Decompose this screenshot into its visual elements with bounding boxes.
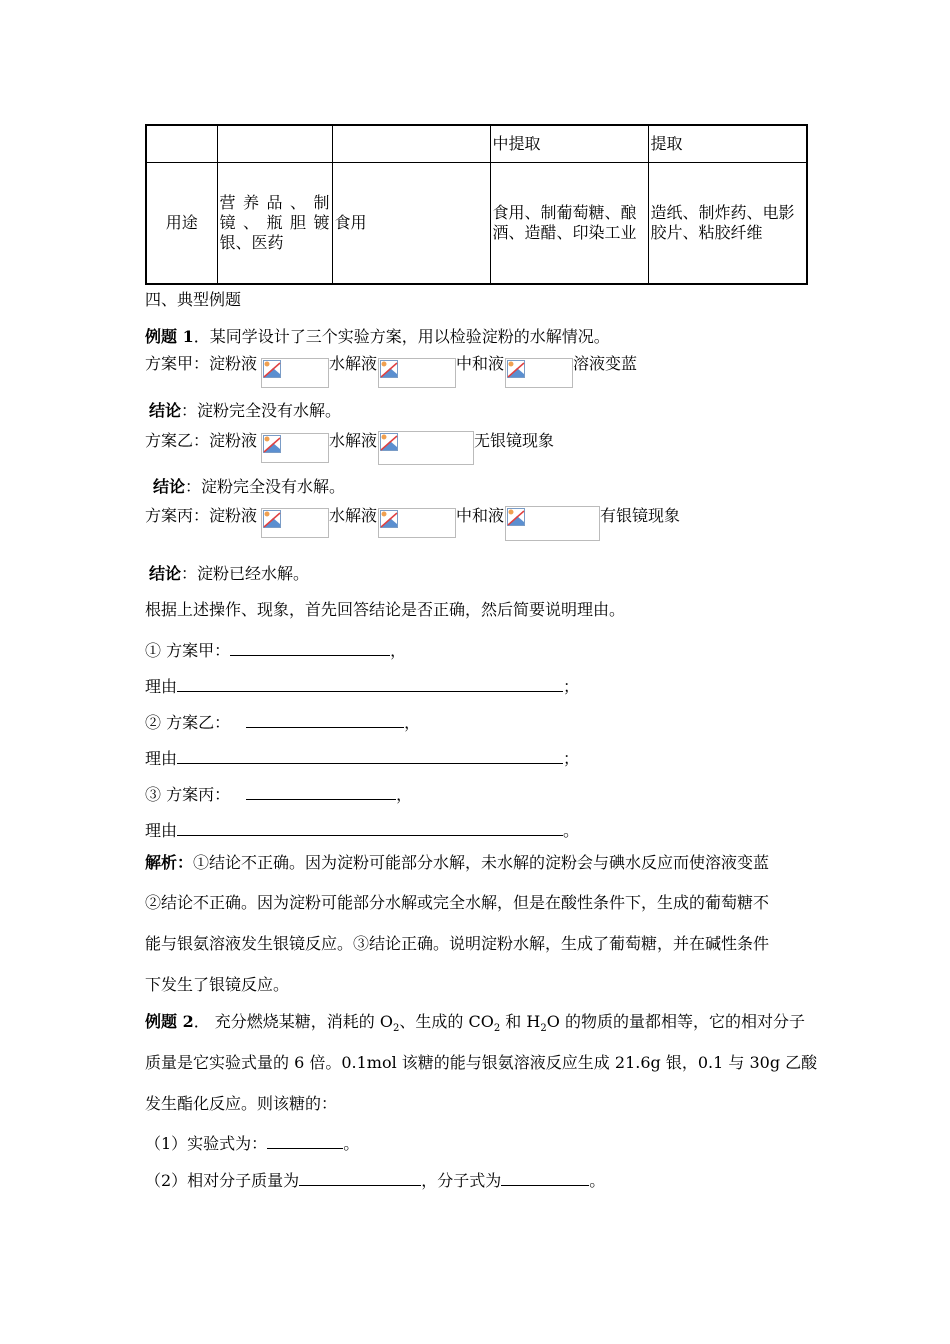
example-text: O 的物质的量都相等，它的相对分子 (546, 1012, 805, 1031)
question-label: （2）相对分子质量为 (145, 1171, 300, 1190)
answer-blank[interactable] (267, 1130, 343, 1149)
reason-blank[interactable] (177, 673, 563, 692)
example-2-line-1 (145, 1012, 805, 1039)
reason-label: 理由 (145, 749, 178, 768)
reason-line-2 (145, 745, 579, 769)
table-cell (217, 125, 332, 163)
question-label: （1）实验式为： (145, 1134, 268, 1153)
plan-c-step3: 中和液 (456, 506, 505, 525)
instruction: 根据上述操作、现象，首先回答结论是否正确，然后简要说明理由。 (145, 600, 626, 619)
example-text: 、生成的 CO (399, 1012, 494, 1031)
analysis-text: ①结论不正确。因为淀粉可能部分水解，未水解的淀粉会与碘水反应而使溶液变蓝 (193, 853, 770, 872)
plan-a-prefix: 方案甲：淀粉液 (145, 354, 258, 373)
arrow-image-placeholder (505, 506, 600, 541)
broken-image-icon (263, 435, 281, 453)
table-row (146, 125, 807, 163)
broken-image-icon (263, 360, 281, 378)
punct: 。 (343, 1134, 360, 1153)
cell-line: 营 养 品 、 制 (219, 193, 330, 212)
plan-c-result: 有银镜现象 (600, 506, 681, 525)
cell-line: 银、医药 (219, 233, 284, 252)
conclusion-label: 结论 (153, 477, 186, 496)
example-1-intro (145, 327, 610, 347)
answer-blank[interactable] (246, 709, 404, 728)
punct: ； (563, 749, 580, 768)
example-2-q1 (145, 1130, 359, 1154)
analysis-line: ②结论不正确。因为淀粉可能部分水解或完全水解，但是在酸性条件下，生成的葡萄糖不 (145, 893, 770, 912)
table-row (146, 163, 807, 285)
answer-label: ① 方案甲： (145, 641, 231, 660)
subscript: 2 (393, 1023, 400, 1035)
arrow-image-placeholder (261, 433, 329, 463)
arrow-image-placeholder (378, 508, 456, 538)
conclusion-c (149, 564, 309, 584)
analysis-line: 能与银氨溶液发生银镜反应。③结论正确。说明淀粉水解，生成了葡萄糖，并在碱性条件 (145, 934, 770, 953)
answer-blank[interactable] (246, 781, 396, 800)
arrow-image-placeholder (505, 358, 573, 388)
broken-image-icon (507, 508, 525, 526)
arrow-image-placeholder (261, 508, 329, 538)
analysis-line: 下发生了银镜反应。 (145, 975, 290, 994)
reason-line-1 (145, 673, 579, 697)
punct: ， (390, 641, 407, 660)
cell-line: 镜 、 瓶 胆 镀 (219, 213, 330, 232)
broken-image-icon (507, 360, 525, 378)
conclusion-label: 结论 (149, 564, 182, 583)
cell-line: 造纸、制炸药、电影 (650, 203, 795, 222)
example-text: ．某同学设计了三个实验方案，用以检验淀粉的水解情况。 (193, 327, 610, 346)
plan-c-step2: 水解液 (329, 506, 378, 525)
plan-c-prefix: 方案丙：淀粉液 (145, 506, 258, 525)
arrow-image-placeholder (261, 358, 329, 388)
example-label: 例题 1 (145, 327, 194, 346)
table-cell (217, 163, 332, 285)
answer-blank[interactable] (230, 637, 390, 656)
subscript: 2 (540, 1023, 547, 1035)
row-label-uses: 用途 (146, 163, 217, 285)
reason-blank[interactable] (177, 745, 563, 764)
broken-image-icon (380, 360, 398, 378)
conclusion-label: 结论 (149, 401, 182, 420)
plan-b-prefix: 方案乙：淀粉液 (145, 431, 258, 450)
broken-image-icon (263, 510, 281, 528)
plan-a-result: 溶液变蓝 (573, 354, 638, 373)
answer-label: ③ 方案丙： (145, 785, 231, 804)
punct: ； (563, 677, 580, 696)
table-cell (146, 125, 217, 163)
example-2-q2 (145, 1167, 605, 1191)
answer-label: ② 方案乙： (145, 713, 231, 732)
reason-label: 理由 (145, 821, 178, 840)
table-cell: 中提取 (490, 125, 648, 163)
example-text: ． 充分燃烧某糖，消耗的 O (193, 1012, 394, 1031)
conclusion-text: ：淀粉已经水解。 (181, 564, 310, 583)
reason-label: 理由 (145, 677, 178, 696)
punct: ， (404, 713, 421, 732)
conclusion-text: ：淀粉完全没有水解。 (181, 401, 342, 420)
section-heading: 四、典型例题 (145, 290, 242, 309)
example-2-line-3: 发生酯化反应。则该糖的： (145, 1094, 338, 1113)
table-cell: 食用 (332, 163, 490, 285)
punct: 。 (589, 1171, 606, 1190)
plan-b-step2: 水解液 (329, 431, 378, 450)
example-2-line-2: 质量是它实验式量的 6 倍。0.1mol 该糖的能与银氨溶液反应生成 21.6g 银，0.1 与 30g 乙酸 (145, 1053, 818, 1072)
conclusion-a (149, 401, 341, 421)
example-text: 和 H (500, 1012, 541, 1031)
answer-blank[interactable] (501, 1167, 589, 1186)
conclusion-b (153, 477, 345, 497)
answer-blank[interactable] (299, 1167, 421, 1186)
table-cell (648, 163, 807, 285)
arrow-image-placeholder (378, 358, 456, 388)
punct: 。 (563, 821, 580, 840)
plan-a-step3: 中和液 (456, 354, 505, 373)
cell-line: 胶片、粘胶纤维 (650, 223, 763, 242)
broken-image-icon (380, 433, 398, 451)
question-label: ，分子式为 (421, 1171, 502, 1190)
table-cell (490, 163, 648, 285)
cell-line: 食用、制葡萄糖、酿 (492, 203, 637, 222)
properties-table (145, 124, 808, 285)
arrow-image-placeholder (378, 431, 474, 465)
subscript: 2 (493, 1023, 501, 1035)
reason-blank[interactable] (177, 817, 563, 836)
cell-line: 酒、造醋、印染工业 (492, 223, 637, 242)
punct: ， (396, 785, 413, 804)
answer-line-3 (145, 781, 412, 805)
example-label: 例题 2 (145, 1012, 194, 1031)
analysis-label: 解析： (145, 853, 194, 872)
analysis-line (145, 853, 769, 873)
answer-line-2 (145, 709, 420, 733)
plan-a-step2: 水解液 (329, 354, 378, 373)
table-cell: 提取 (648, 125, 807, 163)
table-cell (332, 125, 490, 163)
conclusion-text: ：淀粉完全没有水解。 (185, 477, 346, 496)
reason-line-3 (145, 817, 579, 841)
broken-image-icon (380, 510, 398, 528)
answer-line-1 (145, 637, 406, 661)
plan-b-result: 无银镜现象 (474, 431, 555, 450)
